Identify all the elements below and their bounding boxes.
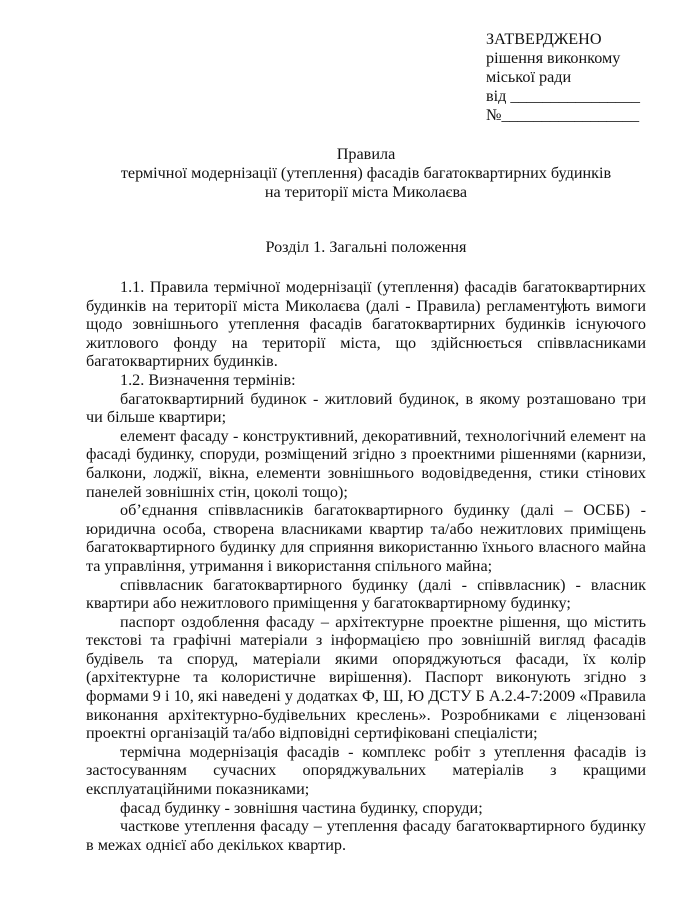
definition-facade-element: елемент фасаду - конструктивний, декоративний, технологічний елемент на фасаді будинку, споруди, розміщений згідно з проектними рішеннями (карнизи, балкони, лоджії, вікна, елементи зовнішнього водовідведення, стики стінових панелей зовнішніх стін, цоколі тощо); bbox=[86, 426, 646, 501]
approval-decision: рішення виконкому bbox=[486, 49, 621, 67]
document-title bbox=[86, 145, 646, 202]
section-heading: Розділ 1. Загальні положення bbox=[265, 238, 467, 256]
title-line-2: термічної модернізації (утеплення) фасадів багатоквартирних будинків bbox=[120, 164, 612, 182]
definition-facade-passport: паспорт оздоблення фасаду – архітектурне проектне рішення, що містить текстові та графічні матеріали з інформацією про зовнішній вигляд фасадів будівель та споруд, матеріали якими опоряджуються фасади, їх колір (архітектурне та колористичне вирішення). Паспорт виконують згідно з формами 9 і 10, які наведені у додатках Ф, Ш, Ю ДСТУ Б А.2.4-7:2009 «Правила виконання архітектурно-будівельних креслень». Розробниками є ліцензовані проектні організацій та/або відповідні сертифіковані спеціалісти; bbox=[86, 612, 646, 743]
paragraph-1-1-text-b: ють вимоги щодо зовнішнього утеплення фасадів багатоквартирних будинків існуючого житлового фонду на території міста, що здійснюється співвласниками багатоквартирних будинків. bbox=[86, 296, 646, 371]
definition-thermal-modernization: термічна модернізація фасадів - комплекс робіт з утеплення фасадів із застосуванням сучасних опоряджувальних матеріалів з кращими експлуатаційними показниками; bbox=[86, 742, 646, 799]
title-line-1: Правила bbox=[336, 145, 396, 163]
document-body[interactable] bbox=[86, 278, 646, 854]
approval-stamp bbox=[486, 30, 666, 125]
paragraph-1-1 bbox=[86, 278, 646, 371]
title-line-3: на території міста Миколаєва bbox=[264, 183, 468, 201]
definition-facade: фасад будинку - зовнішня частина будинку, споруди; bbox=[120, 798, 483, 817]
approval-number-field: №_________________ bbox=[486, 106, 640, 124]
paragraph-1-1-text-a: 1.1. Правила термічної модернізації (утеплення) фасадів багатоквартирних будинків на території міста Миколаєва (далі - Правила) регламенту bbox=[86, 278, 646, 315]
approval-council: міської ради bbox=[486, 68, 572, 86]
approval-date-field: від ________________ bbox=[486, 87, 640, 105]
paragraph-1-2: 1.2. Визначення термінів: bbox=[120, 370, 296, 389]
definition-partial-insulation: часткове утеплення фасаду – утеплення фасаду багатоквартирного будинку в межах однієї або декількох квартир. bbox=[86, 817, 646, 854]
definition-coowner: співвласник багатоквартирного будинку (далі - співвласник) - власник квартири або нежитлового приміщення у багатоквартирному будинку; bbox=[86, 575, 646, 613]
approval-heading: ЗАТВЕРДЖЕНО bbox=[486, 30, 602, 48]
definition-apartment-building: багатоквартирний будинок - житловий будинок, в якому розташовано три чи більше квартири; bbox=[86, 389, 646, 427]
definition-osbb: об’єднання співвласників багатоквартирного будинку (далі – ОСББ) - юридична особа, створена власниками квартир та/або нежитлових приміщень багатоквартирного будинку для сприяння використанню їхнього власного майна та управління, утримання і використання спільного майна; bbox=[86, 501, 646, 575]
